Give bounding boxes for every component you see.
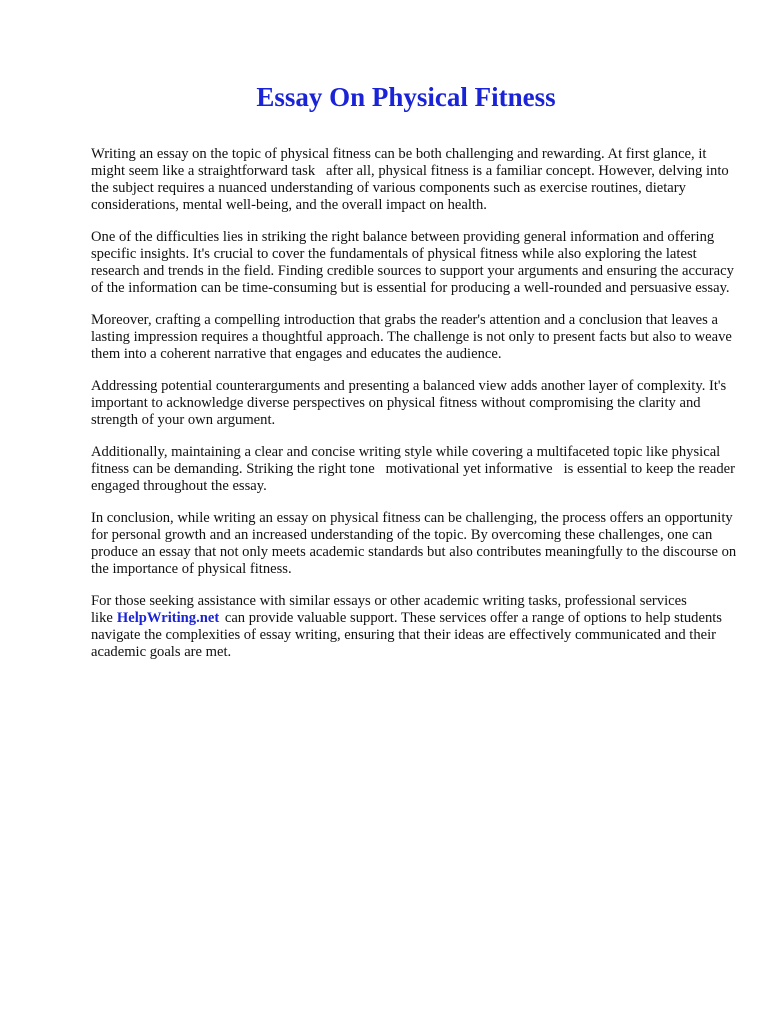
paragraph-counterarguments: Addressing potential counterarguments and presenting a balanced view adds another layer of complexity. It's important to acknowledge diverse perspectives on physical fitness without compromising the clarity and strength of your own argument. [91, 378, 727, 428]
paragraph-conclusion: In conclusion, while writing an essay on physical fitness can be challenging, the process offers an opportunity for personal growth and an increased understanding of the topic. By overcoming these challenges, one can produce an essay that not only meets academic standards but also contributes meaningfully to the discourse on the importance of physical fitness. [91, 510, 737, 577]
paragraph-difficulties: One of the difficulties lies in striking the right balance between providing general information and offering specific insights. It's crucial to cover the fundamentals of physical fitness while also exploring the latest research and trends in the field. Finding credible sources to support your arguments and ensuring the accuracy of the information can be time-consuming but is essential for producing a well-rounded and persuasive essay. [91, 229, 734, 296]
document-body [91, 146, 741, 676]
document-title: Essay On Physical Fitness [256, 82, 556, 112]
paragraph-assistance [91, 593, 741, 661]
assistance-text-after: can provide valuable support. These services offer a range of options to help students navigate the complexities of essay writing, ensuring that their ideas are effectively communicated and their academic goals are met. [91, 610, 722, 660]
paragraph-introduction-conclusion: Moreover, crafting a compelling introduction that grabs the reader's attention and a conclusion that leaves a lasting impression requires a thoughtful approach. The challenge is not only to present facts but also to weave them into a coherent narrative that engages and educates the audience. [91, 312, 732, 362]
paragraph-writing-style: Additionally, maintaining a clear and concise writing style while covering a multifaceted topic like physical fitness can be demanding. Striking the right tone motivational yet informative is essential to keep the reader engaged throughout the essay. [91, 444, 735, 494]
assistance-text-before: For those seeking assistance with similar essays or other academic writing tasks, professional services like [91, 593, 687, 626]
helpwriting-link[interactable]: HelpWriting.net [116, 610, 220, 626]
paragraph-intro: Writing an essay on the topic of physical fitness can be both challenging and rewarding. At first glance, it might seem like a straightforward task after all, physical fitness is a familiar concept. However, delving into the subject requires a nuanced understanding of various components such as exercise routines, dietary considerations, mental well-being, and the overall impact on health. [91, 146, 729, 213]
